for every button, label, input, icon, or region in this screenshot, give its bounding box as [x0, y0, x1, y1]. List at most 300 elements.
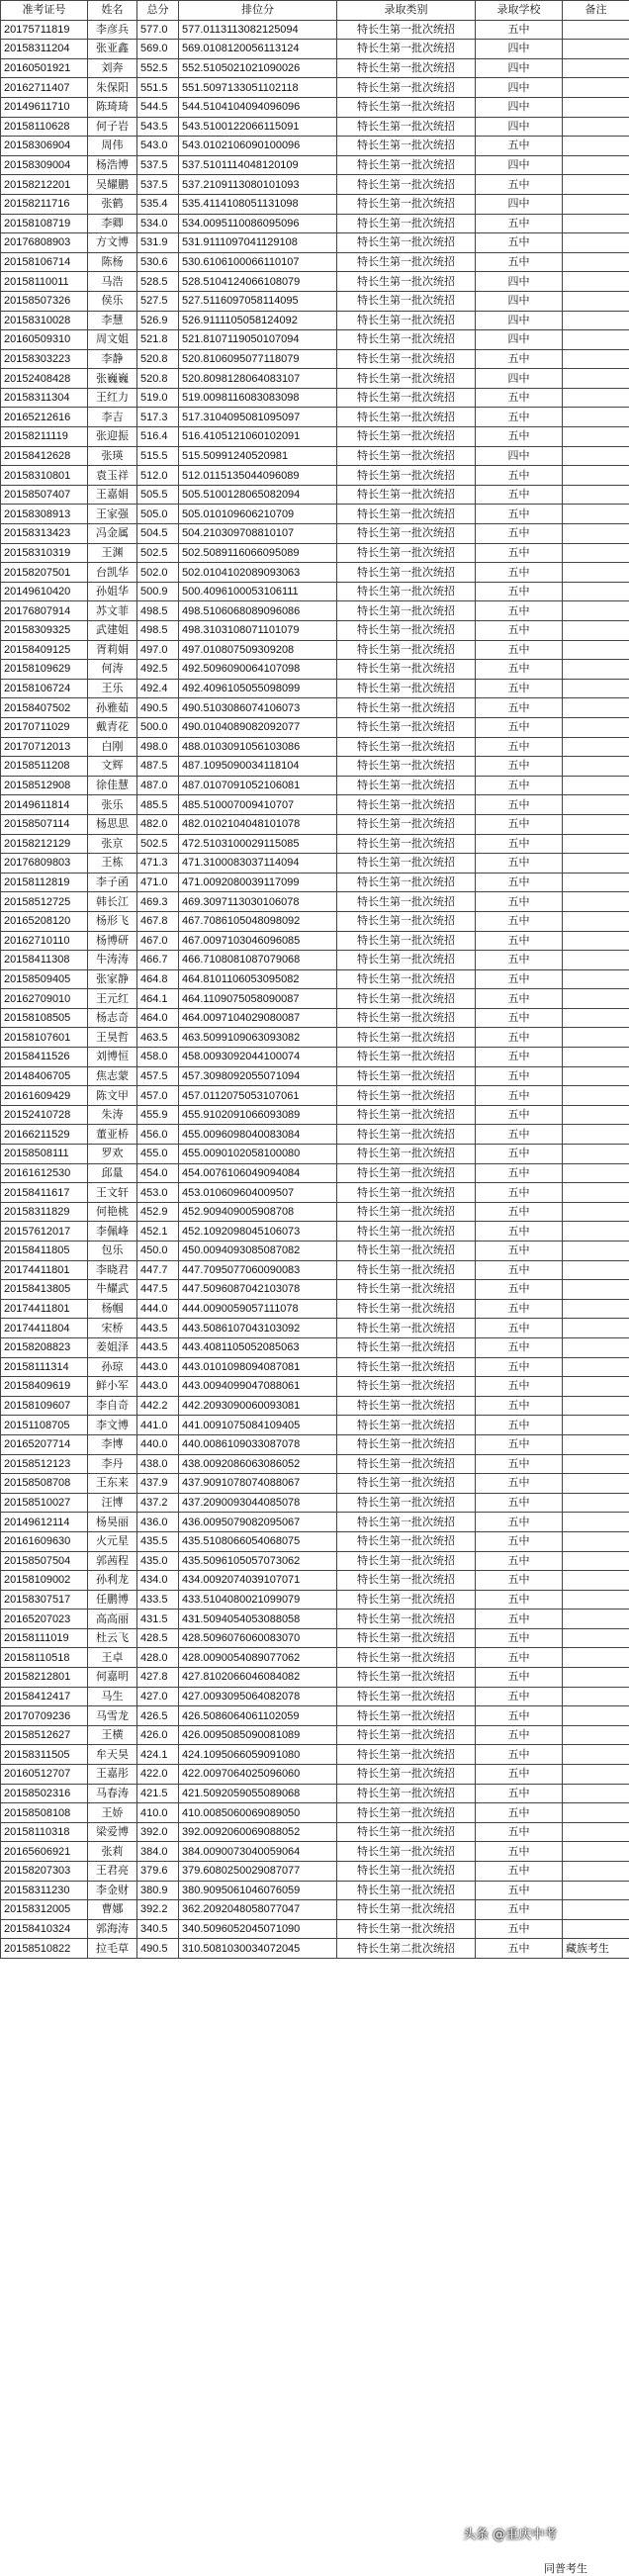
cell-school: 四中	[476, 97, 563, 117]
cell-rank-score: 441.0091075084109405	[179, 1416, 337, 1435]
cell-school: 五中	[476, 1784, 563, 1803]
cell-name: 袁玉祥	[88, 466, 137, 486]
cell-total-score: 469.3	[137, 892, 179, 912]
table-row	[1, 137, 629, 156]
cell-name: 王嘉彤	[88, 1765, 137, 1785]
cell-name: 姜姐泽	[88, 1337, 137, 1357]
cell-category: 特长生第一批次统招	[337, 1725, 476, 1745]
cell-total-score: 450.0	[137, 1242, 179, 1261]
cell-category: 特长生第一批次统招	[337, 20, 476, 40]
table-row	[1, 1610, 629, 1629]
cell-exam-id: 20149611710	[1, 97, 88, 117]
cell-category: 特长生第一批次统招	[337, 1299, 476, 1319]
cell-remark	[563, 1745, 629, 1765]
cell-exam-id: 20158111314	[1, 1357, 88, 1377]
header-exam-id: 准考证号	[1, 1, 88, 21]
table-row	[1, 892, 629, 912]
cell-remark	[563, 388, 629, 408]
cell-name: 杨博研	[88, 931, 137, 951]
cell-rank-score: 454.0076106049094084	[179, 1163, 337, 1183]
cell-exam-id: 20158512123	[1, 1454, 88, 1474]
cell-remark	[563, 621, 629, 641]
cell-remark	[563, 117, 629, 137]
cell-exam-id: 20158207501	[1, 563, 88, 583]
cell-rank-score: 442.2093090060093081	[179, 1396, 337, 1416]
cell-rank-score: 458.0093092044100074	[179, 1048, 337, 1067]
cell-category: 特长生第一批次统招	[337, 1513, 476, 1532]
cell-total-score: 471.0	[137, 873, 179, 892]
cell-name: 张亚鑫	[88, 40, 137, 59]
cell-total-score: 443.0	[137, 1357, 179, 1377]
cell-exam-id: 20158512725	[1, 892, 88, 912]
table-row	[1, 427, 629, 447]
cell-remark	[563, 1416, 629, 1435]
cell-exam-id: 20158308913	[1, 505, 88, 524]
cell-rank-score: 437.2090093044085078	[179, 1493, 337, 1513]
cell-name: 牟天昊	[88, 1745, 137, 1765]
header-rank-score: 排位分	[179, 1, 337, 21]
cell-rank-score: 431.5094054053088058	[179, 1610, 337, 1629]
cell-name: 李彦兵	[88, 20, 137, 40]
cell-exam-id: 20158109607	[1, 1396, 88, 1416]
cell-name: 罗欢	[88, 1145, 137, 1164]
cell-remark	[563, 1337, 629, 1357]
table-row	[1, 1590, 629, 1610]
cell-total-score: 502.5	[137, 543, 179, 563]
cell-exam-id: 20175711819	[1, 20, 88, 40]
cell-school: 五中	[476, 737, 563, 757]
cell-name: 何嘉明	[88, 1668, 137, 1688]
table-row	[1, 1008, 629, 1028]
cell-total-score: 530.6	[137, 252, 179, 272]
cell-category: 特长生第二批次统招	[337, 1939, 476, 1959]
cell-school: 五中	[476, 1493, 563, 1513]
cell-exam-id: 20176808903	[1, 233, 88, 253]
cell-total-score: 454.0	[137, 1163, 179, 1183]
cell-total-score: 577.0	[137, 20, 179, 40]
cell-school: 五中	[476, 1396, 563, 1416]
table-row	[1, 1454, 629, 1474]
table-row	[1, 388, 629, 408]
cell-remark	[563, 1377, 629, 1397]
table-row	[1, 795, 629, 815]
cell-rank-score: 428.0090054089077062	[179, 1648, 337, 1668]
cell-exam-id: 20158411526	[1, 1048, 88, 1067]
cell-category: 特长生第一批次统招	[337, 1862, 476, 1882]
cell-school: 五中	[476, 214, 563, 233]
cell-rank-score: 310.5081030034072045	[179, 1939, 337, 1959]
cell-exam-id: 20165212616	[1, 408, 88, 427]
cell-name: 马雪龙	[88, 1706, 137, 1726]
cell-remark	[563, 601, 629, 621]
cell-exam-id: 20158507326	[1, 291, 88, 311]
cell-total-score: 436.0	[137, 1513, 179, 1532]
table-row	[1, 1125, 629, 1145]
cell-rank-score: 435.5108066054068075	[179, 1531, 337, 1551]
cell-rank-score: 521.8107119050107094	[179, 330, 337, 350]
cell-category: 特长生第一批次统招	[337, 969, 476, 989]
cell-rank-score: 487.1095090034118104	[179, 757, 337, 777]
cell-name: 王渊	[88, 543, 137, 563]
cell-exam-id: 20158510822	[1, 1939, 88, 1959]
cell-rank-score: 505.010109606210709	[179, 505, 337, 524]
cell-exam-id: 20149612114	[1, 1513, 88, 1532]
cell-exam-id: 20162710110	[1, 931, 88, 951]
cell-name: 吴耀鹏	[88, 175, 137, 195]
cell-remark	[563, 137, 629, 156]
table-row	[1, 214, 629, 233]
cell-remark	[563, 1280, 629, 1300]
cell-rank-score: 471.0092080039117099	[179, 873, 337, 892]
cell-school: 五中	[476, 582, 563, 601]
table-row	[1, 1048, 629, 1067]
cell-rank-score: 517.3104095081095097	[179, 408, 337, 427]
cell-total-score: 505.0	[137, 505, 179, 524]
cell-exam-id: 20166211529	[1, 1125, 88, 1145]
cell-rank-score: 424.1095066059091080	[179, 1745, 337, 1765]
cell-remark	[563, 1571, 629, 1591]
cell-school: 五中	[476, 1260, 563, 1280]
cell-category: 特长生第一批次统招	[337, 795, 476, 815]
cell-school: 五中	[476, 427, 563, 447]
cell-exam-id: 20158106714	[1, 252, 88, 272]
cell-total-score: 467.0	[137, 931, 179, 951]
cell-rank-score: 530.6106100066110107	[179, 252, 337, 272]
table-row	[1, 873, 629, 892]
cell-rank-score: 422.0097064025096060	[179, 1765, 337, 1785]
cell-name: 王东来	[88, 1474, 137, 1494]
cell-rank-score: 469.3097113030106078	[179, 892, 337, 912]
cell-exam-id: 20158110518	[1, 1648, 88, 1668]
cell-exam-id: 20158208823	[1, 1337, 88, 1357]
table-row	[1, 1337, 629, 1357]
cell-name: 马浩	[88, 272, 137, 292]
cell-category: 特长生第一批次统招	[337, 1416, 476, 1435]
cell-rank-score: 569.0108120056113124	[179, 40, 337, 59]
cell-name: 李博	[88, 1434, 137, 1454]
cell-exam-id: 20160509310	[1, 330, 88, 350]
cell-school: 五中	[476, 1745, 563, 1765]
table-row	[1, 369, 629, 389]
table-row	[1, 717, 629, 737]
cell-exam-id: 20158307517	[1, 1590, 88, 1610]
table-row	[1, 1474, 629, 1494]
cell-rank-score: 488.0103091056103086	[179, 737, 337, 757]
cell-remark	[563, 1628, 629, 1648]
cell-remark	[563, 1357, 629, 1377]
cell-category: 特长生第一批次统招	[337, 679, 476, 698]
cell-remark	[563, 1202, 629, 1222]
cell-school: 四中	[476, 291, 563, 311]
table-row	[1, 1145, 629, 1164]
table-row	[1, 814, 629, 834]
cell-name: 何艳桃	[88, 1202, 137, 1222]
table-row	[1, 1900, 629, 1920]
table-row	[1, 1919, 629, 1939]
table-row	[1, 1765, 629, 1785]
cell-name: 焦志蒙	[88, 1066, 137, 1086]
header-category: 录取类别	[337, 1, 476, 21]
cell-category: 特长生第一批次统招	[337, 1280, 476, 1300]
cell-remark	[563, 757, 629, 777]
cell-category: 特长生第一批次统招	[337, 601, 476, 621]
table-row	[1, 20, 629, 40]
cell-remark	[563, 1434, 629, 1454]
cell-name: 陈文甲	[88, 1086, 137, 1106]
cell-exam-id: 20158508708	[1, 1474, 88, 1494]
cell-remark	[563, 408, 629, 427]
table-row	[1, 408, 629, 427]
cell-school: 四中	[476, 194, 563, 214]
cell-category: 特长生第一批次统招	[337, 1900, 476, 1920]
cell-school: 五中	[476, 1590, 563, 1610]
cell-exam-id: 20158107601	[1, 1028, 88, 1048]
cell-remark	[563, 1610, 629, 1629]
cell-exam-id: 20149610420	[1, 582, 88, 601]
header-school: 录取学校	[476, 1, 563, 21]
cell-name: 王嘉娟	[88, 485, 137, 505]
cell-remark	[563, 1881, 629, 1900]
cell-total-score: 442.2	[137, 1396, 179, 1416]
cell-name: 刘奔	[88, 58, 137, 78]
cell-name: 台凯华	[88, 563, 137, 583]
cell-category: 特长生第一批次统招	[337, 427, 476, 447]
cell-school: 五中	[476, 1610, 563, 1629]
cell-category: 特长生第一批次统招	[337, 1803, 476, 1823]
cell-remark	[563, 854, 629, 874]
header-name: 姓名	[88, 1, 137, 21]
cell-rank-score: 410.0085060069089050	[179, 1803, 337, 1823]
cell-school: 五中	[476, 349, 563, 369]
cell-name: 张莉	[88, 1842, 137, 1862]
cell-school: 五中	[476, 1086, 563, 1106]
cell-remark	[563, 1163, 629, 1183]
cell-school: 五中	[476, 1319, 563, 1338]
cell-remark	[563, 1028, 629, 1048]
cell-remark	[563, 155, 629, 175]
cell-exam-id: 20158507504	[1, 1551, 88, 1571]
cell-rank-score: 515.50991240520981	[179, 446, 337, 466]
cell-school: 五中	[476, 1648, 563, 1668]
cell-exam-id: 20160501921	[1, 58, 88, 78]
cell-rank-score: 577.0113113082125094	[179, 20, 337, 40]
cell-rank-score: 502.0104102089093063	[179, 563, 337, 583]
cell-rank-score: 450.0094093085087082	[179, 1242, 337, 1261]
cell-exam-id: 20158510027	[1, 1493, 88, 1513]
cell-category: 特长生第一批次统招	[337, 349, 476, 369]
cell-rank-score: 482.0102104048101078	[179, 814, 337, 834]
cell-school: 五中	[476, 505, 563, 524]
cell-name: 武建姐	[88, 621, 137, 641]
cell-exam-id: 20158511208	[1, 757, 88, 777]
cell-name: 胥莉娟	[88, 640, 137, 660]
cell-name: 包乐	[88, 1242, 137, 1261]
cell-category: 特长生第一批次统招	[337, 311, 476, 330]
cell-exam-id: 20158312005	[1, 1900, 88, 1920]
cell-remark	[563, 466, 629, 486]
cell-rank-score: 534.0095110086095096	[179, 214, 337, 233]
cell-name: 李文博	[88, 1416, 137, 1435]
cell-remark	[563, 485, 629, 505]
cell-rank-score: 455.0096098040083084	[179, 1125, 337, 1145]
cell-rank-score: 505.5100128065082094	[179, 485, 337, 505]
cell-school: 五中	[476, 892, 563, 912]
cell-name: 李静	[88, 349, 137, 369]
cell-remark	[563, 97, 629, 117]
cell-name: 王家强	[88, 505, 137, 524]
cell-name: 张迎振	[88, 427, 137, 447]
cell-name: 杨帼	[88, 1299, 137, 1319]
cell-remark	[563, 369, 629, 389]
cell-rank-score: 427.8102066046084082	[179, 1668, 337, 1688]
cell-school: 五中	[476, 1337, 563, 1357]
cell-school: 五中	[476, 1822, 563, 1842]
cell-exam-id: 20170712013	[1, 737, 88, 757]
cell-name: 张巍巍	[88, 369, 137, 389]
cell-school: 五中	[476, 660, 563, 680]
cell-remark	[563, 1648, 629, 1668]
cell-school: 五中	[476, 1862, 563, 1882]
cell-category: 特长生第一批次统招	[337, 854, 476, 874]
cell-exam-id: 20158507114	[1, 814, 88, 834]
table-row	[1, 330, 629, 350]
cell-rank-score: 535.4114108051131098	[179, 194, 337, 214]
cell-total-score: 569.0	[137, 40, 179, 59]
cell-school: 四中	[476, 446, 563, 466]
cell-remark	[563, 349, 629, 369]
cell-exam-id: 20151108705	[1, 1416, 88, 1435]
cell-name: 马生	[88, 1687, 137, 1706]
cell-exam-id: 20158112819	[1, 873, 88, 892]
cell-school: 五中	[476, 1416, 563, 1435]
cell-name: 王娇	[88, 1803, 137, 1823]
cell-school: 五中	[476, 543, 563, 563]
cell-total-score: 464.0	[137, 1008, 179, 1028]
cell-exam-id: 20162711407	[1, 78, 88, 98]
cell-exam-id: 20158412628	[1, 446, 88, 466]
cell-school: 四中	[476, 117, 563, 137]
cell-exam-id: 20165207714	[1, 1434, 88, 1454]
cell-name: 文辉	[88, 757, 137, 777]
cell-rank-score: 537.2109113080101093	[179, 175, 337, 195]
table-row	[1, 485, 629, 505]
cell-remark	[563, 1454, 629, 1474]
cell-school: 五中	[476, 1571, 563, 1591]
cell-category: 特长生第一批次统招	[337, 873, 476, 892]
cell-remark	[563, 194, 629, 214]
cell-rank-score: 472.5103100029115085	[179, 834, 337, 854]
cell-rank-score: 544.5104104094096096	[179, 97, 337, 117]
table-row	[1, 97, 629, 117]
cell-total-score: 447.7	[137, 1260, 179, 1280]
cell-name: 鲜小军	[88, 1377, 137, 1397]
cell-total-score: 526.9	[137, 311, 179, 330]
cell-rank-score: 440.0086109033087078	[179, 1434, 337, 1454]
cell-school: 五中	[476, 388, 563, 408]
table-row	[1, 78, 629, 98]
cell-category: 特长生第一批次统招	[337, 1105, 476, 1125]
cell-school: 五中	[476, 408, 563, 427]
cell-total-score: 504.5	[137, 524, 179, 544]
cell-school: 五中	[476, 601, 563, 621]
cell-category: 特长生第一批次统招	[337, 369, 476, 389]
cell-remark	[563, 1822, 629, 1842]
cell-total-score: 437.2	[137, 1493, 179, 1513]
cell-rank-score: 433.5104080021099079	[179, 1590, 337, 1610]
cell-remark	[563, 505, 629, 524]
cell-category: 特长生第一批次统招	[337, 1551, 476, 1571]
cell-total-score: 427.8	[137, 1668, 179, 1688]
cell-name: 韩长江	[88, 892, 137, 912]
cell-exam-id: 20161612530	[1, 1163, 88, 1183]
cell-total-score: 497.0	[137, 640, 179, 660]
cell-total-score: 487.5	[137, 757, 179, 777]
cell-name: 李卿	[88, 214, 137, 233]
cell-category: 特长生第一批次统招	[337, 989, 476, 1009]
cell-school: 五中	[476, 1434, 563, 1454]
cell-remark: 藏族考生	[563, 1939, 629, 1959]
cell-school: 四中	[476, 272, 563, 292]
cell-name: 孙雅茹	[88, 698, 137, 718]
cell-category: 特长生第一批次统招	[337, 1610, 476, 1629]
cell-category: 特长生第一批次统招	[337, 252, 476, 272]
cell-school: 四中	[476, 40, 563, 59]
cell-total-score: 463.5	[137, 1028, 179, 1048]
cell-rank-score: 447.5096087042103078	[179, 1280, 337, 1300]
cell-remark	[563, 1125, 629, 1145]
table-row	[1, 58, 629, 78]
cell-total-score: 453.0	[137, 1183, 179, 1203]
cell-rank-score: 467.0097103046096085	[179, 931, 337, 951]
cell-remark	[563, 175, 629, 195]
table-row	[1, 117, 629, 137]
cell-total-score: 521.8	[137, 330, 179, 350]
cell-category: 特长生第一批次统招	[337, 1202, 476, 1222]
table-row	[1, 1939, 629, 1959]
cell-rank-score: 520.8106095077118079	[179, 349, 337, 369]
table-row	[1, 1803, 629, 1823]
table-row	[1, 311, 629, 330]
cell-rank-score: 551.5097133051102118	[179, 78, 337, 98]
cell-name: 宋桥	[88, 1319, 137, 1338]
cell-total-score: 464.1	[137, 989, 179, 1009]
cell-category: 特长生第一批次统招	[337, 1357, 476, 1377]
cell-total-score: 534.0	[137, 214, 179, 233]
table-row	[1, 1784, 629, 1803]
cell-total-score: 464.8	[137, 969, 179, 989]
cell-category: 特长生第一批次统招	[337, 621, 476, 641]
cell-name: 陈杨	[88, 252, 137, 272]
cell-total-score: 452.9	[137, 1202, 179, 1222]
cell-rank-score: 426.0095085090081089	[179, 1725, 337, 1745]
cell-name: 牛耀武	[88, 1280, 137, 1300]
cell-rank-score: 452.1092098045106073	[179, 1222, 337, 1242]
cell-total-score: 502.0	[137, 563, 179, 583]
cell-total-score: 438.0	[137, 1454, 179, 1474]
cell-school: 五中	[476, 640, 563, 660]
cell-category: 特长生第一批次统招	[337, 1628, 476, 1648]
cell-total-score: 531.9	[137, 233, 179, 253]
cell-category: 特长生第一批次统招	[337, 1086, 476, 1106]
cell-rank-score: 444.0090059057111078	[179, 1299, 337, 1319]
cell-school: 四中	[476, 311, 563, 330]
cell-total-score: 466.7	[137, 951, 179, 970]
cell-rank-score: 490.5103086074106073	[179, 698, 337, 718]
cell-exam-id: 20158109002	[1, 1571, 88, 1591]
cell-school: 五中	[476, 951, 563, 970]
cell-exam-id: 20158310028	[1, 311, 88, 330]
cell-school: 五中	[476, 1028, 563, 1048]
